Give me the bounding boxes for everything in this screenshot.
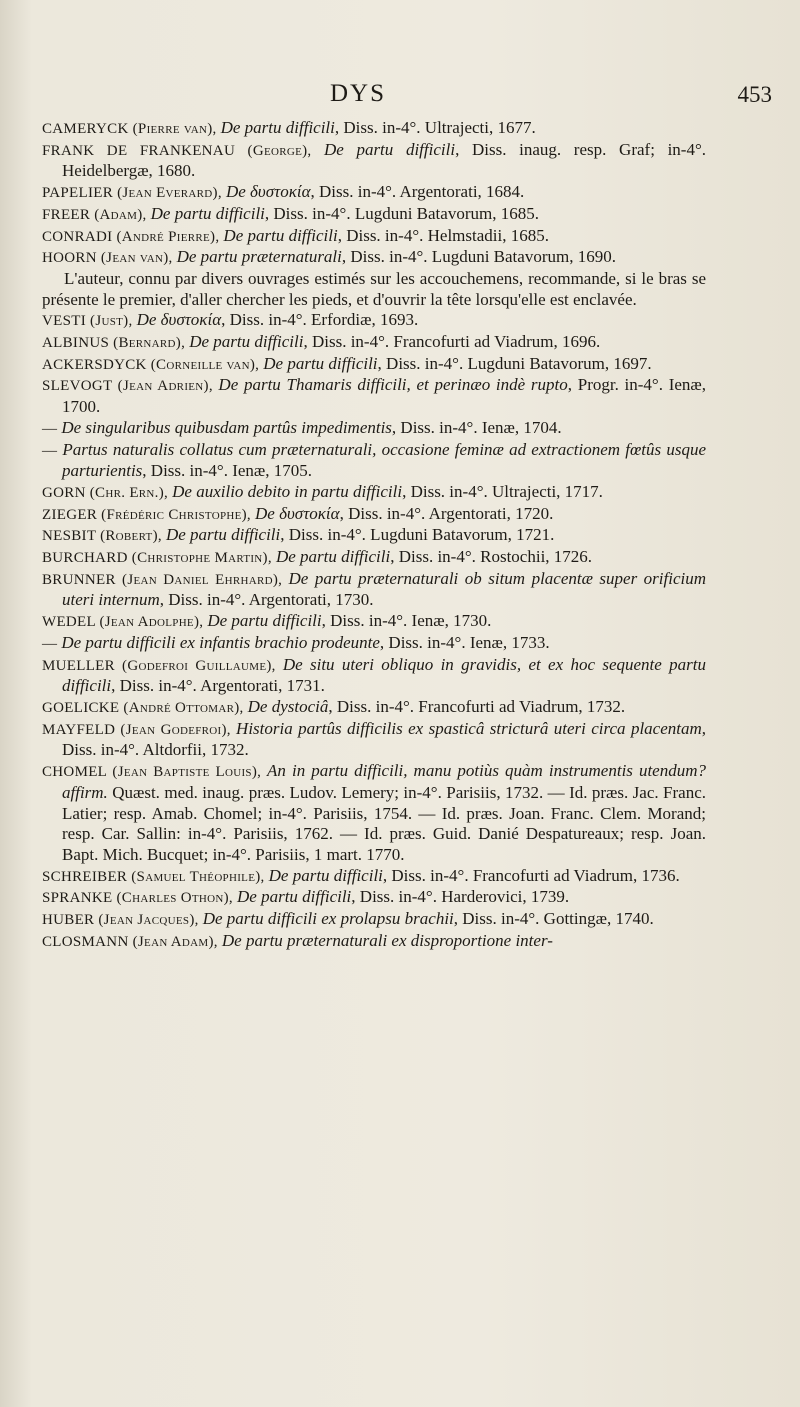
entry-title: De partu difficili (223, 225, 338, 245)
entry-title: De partu difficili (237, 887, 352, 907)
entry-author: FREER (Adam), (42, 206, 151, 223)
bibliography-entry (42, 569, 706, 611)
entry-publication: , Diss. in-4°. Lugduni Batavorum, 1690. (341, 247, 616, 267)
bibliography-entry (42, 375, 706, 417)
bibliography-entry (42, 697, 706, 719)
entry-publication: , Diss. in-4°. Erfordiæ, 1693. (221, 310, 419, 330)
bibliography-entry (42, 182, 706, 204)
entry-title: De partu difficili (263, 353, 378, 373)
entry-author: CLOSMANN (Jean Adam), (42, 933, 222, 950)
bibliography-entry (42, 226, 706, 248)
entry-title: De δυστοκία (225, 182, 311, 202)
bibliography-entries (42, 118, 706, 952)
entry-author: SCHREIBER (Samuel Théophile), (42, 868, 269, 885)
entry-publication: Quæst. med. inaug. præs. Ludov. Lemery; in-4°. Parisiis, 1732. — Id. præs. Jac. Franc. Latier; resp. Amab. Chomel; in-4°. Parisiis, 1754. — Id. præs. Joan. Franc. Clem. Morand; resp. Car. Sallin: in-4°. Parisiis, 1762. — Id. præs. Guid. Danié Despatureaux; resp. Joan. Bapt. Mich. Bucquet; in-4°. Parisiis, 1 mart. 1770. (62, 782, 706, 864)
entry-publication: , Diss. in-4°. Ultrajecti, 1677. (334, 118, 536, 137)
bibliography-entry (42, 655, 706, 697)
entry-author: SPRANKE (Charles Othon), (42, 890, 238, 907)
entry-publication: , Diss. in-4°. Lugduni Batavorum, 1685. (264, 203, 539, 223)
bibliography-entry (42, 140, 706, 182)
entry-publication: , Diss. in-4°. Argentorati, 1731. (111, 676, 325, 696)
bibliography-entry (42, 310, 706, 332)
entry-author: VESTI (Just), (42, 313, 137, 330)
bibliography-entry (42, 504, 706, 526)
entry-author: ZIEGER (Frédéric Christophe), (42, 506, 256, 523)
entry-author: MUELLER (Godefroi Guillaume), (42, 657, 283, 674)
entry-author: HUBER (Jean Jacques), (42, 912, 203, 929)
editorial-note: L'auteur, connu par divers ouvrages estimés sur les accouchemens, recommande, si le bras se présente le premier, d'aller chercher les pieds, et d'ouvrir la tête lorsqu'elle est enclavée. (42, 268, 706, 309)
entry-author: PAPELIER (Jean Everard), (42, 185, 226, 202)
entry-author: HOORN (Jean van), (42, 250, 177, 267)
entry-title: De δυστοκία (255, 503, 340, 523)
entry-publication: , Diss. in-4°. Gottingæ, 1740. (453, 909, 654, 929)
bibliography-entry (42, 418, 706, 440)
bibliography-entry (42, 931, 706, 953)
entry-title: An in partu difficili, manu potiùs quàm instrumentis utendum? affirm. (62, 761, 707, 802)
entry-title: De partu præternaturali ob situm placentæ super orificium uteri internum (62, 568, 707, 610)
entry-title: De partu præternaturali ex disproportione inter- (221, 930, 553, 950)
entry-title: De partu difficili (207, 611, 322, 631)
entry-title: De partu difficili (165, 525, 281, 545)
bibliography-entry (42, 354, 706, 376)
bibliography-entry (42, 482, 706, 504)
entry-author: SLEVOGT (Jean Adrien), (42, 378, 219, 395)
entry-title: De singularibus quibusdam partûs impedimentis (61, 417, 392, 437)
entry-publication: , Diss. in-4°. Rostochii, 1726. (390, 547, 593, 567)
entry-publication: , Progr. in-4°. Ienæ, 1700. (62, 375, 706, 417)
entry-author: ACKERSDYCK (Corneille van), (42, 356, 264, 373)
entry-publication: , Diss. inaug. resp. Graf; in-4°. Heidelbergæ, 1680. (62, 139, 707, 181)
entry-publication: , Diss. in-4°. Francofurti ad Viadrum, 1696. (303, 332, 601, 352)
entry-title: De auxilio debito in partu difficili (172, 481, 403, 501)
entry-title: De partu præternaturali (176, 247, 342, 267)
entry-publication: , Diss. in-4°. Francofurti ad Viadrum, 1732. (328, 696, 626, 716)
entry-publication: , Diss. in-4°. Ienæ, 1730. (321, 611, 492, 631)
entry-title: De partu difficili (323, 139, 456, 159)
entry-title: De partu Thamaris difficili, et perinæo indè rupto (218, 375, 568, 395)
bibliography-entry (42, 761, 706, 866)
entry-author: NESBIT (Robert), (42, 528, 166, 545)
entry-author: BURCHARD (Christophe Martin), (42, 550, 276, 567)
bibliography-entry (42, 547, 706, 569)
bibliography-entry (42, 909, 706, 931)
entry-title: De dystociâ (247, 696, 329, 716)
entry-publication: , Diss. in-4°. Ienæ, 1733. (379, 632, 550, 652)
entry-title: De partu difficili ex prolapsu brachii (202, 909, 454, 929)
entry-author: CHOMEL (Jean Baptiste Louis), (42, 764, 268, 781)
bibliography-entry (42, 204, 706, 226)
entry-publication: , Diss. in-4°. Helmstadii, 1685. (337, 225, 549, 245)
bibliography-entry (42, 633, 706, 655)
entry-title: De partu difficili (275, 547, 391, 567)
bibliography-entry (42, 866, 706, 888)
entry-author: — (42, 442, 63, 459)
entry-title: De partu difficili (189, 332, 304, 352)
entry-author: WEDEL (Jean Adolphe), (42, 614, 208, 631)
entry-publication: , Diss. in-4°. Ienæ, 1705. (142, 461, 313, 481)
entry-title: Partus naturalis collatus cum præternaturali, occasione feminæ ad extractionem fœtûs usque parturientis (62, 439, 706, 481)
entry-author: GOELICKE (André Ottomar), (42, 699, 248, 716)
entry-author: BRUNNER (Jean Daniel Ehrhard), (42, 571, 289, 588)
entry-title: De δυστοκία (136, 310, 222, 330)
entry-publication: , Diss. in-4°. Ienæ, 1704. (391, 417, 562, 437)
entry-publication: , Diss. in-4°. Ultrajecti, 1717. (402, 481, 603, 501)
entry-publication: , Diss. in-4°. Harderovici, 1739. (351, 887, 570, 907)
entry-author: GORN (Chr. Ern.), (42, 484, 173, 501)
entry-title: Historia partûs difficilis ex spasticâ stricturâ uteri circa placentam (236, 718, 702, 738)
entry-publication: , Diss. in-4°. Lugduni Batavorum, 1697. (377, 353, 652, 373)
entry-publication: , Diss. in-4°. Francofurti ad Viadrum, 1736. (382, 865, 680, 885)
entry-publication: , Diss. in-4°. Lugduni Batavorum, 1721. (280, 525, 555, 545)
entry-title: De partu difficili (220, 118, 335, 137)
entry-author: FRANK DE FRANKENAU (George), (42, 142, 324, 159)
entry-author: CONRADI (André Pierre), (42, 228, 224, 245)
bibliography-entry (42, 719, 706, 761)
entry-author: ALBINUS (Bernard), (42, 335, 190, 352)
entry-publication: , Diss. in-4°. Argentorati, 1720. (339, 503, 554, 523)
entry-author: — (42, 635, 62, 652)
bibliography-entry (42, 440, 706, 482)
entry-publication: , Diss. in-4°. Argentorati, 1730. (159, 590, 374, 610)
entry-title: De partu difficili ex infantis brachio prodeunte (61, 632, 380, 652)
entry-title: De partu difficili (150, 203, 265, 223)
entry-publication: , Diss. in-4°. Altdorfii, 1732. (62, 718, 707, 760)
bibliography-entry (42, 887, 706, 909)
bibliography-entry (42, 332, 706, 354)
page-header (0, 80, 800, 110)
entry-title: De partu difficili (268, 865, 383, 885)
entry-author: CAMERYCK (Pierre van), (42, 121, 221, 137)
running-head: DYS (330, 80, 387, 107)
bibliography-entry (42, 118, 706, 140)
entry-author: MAYFELD (Jean Godefroi), (42, 721, 237, 738)
entry-author: — (42, 420, 62, 437)
page-number: 453 (737, 82, 772, 107)
entry-title: De situ uteri obliquo in gravidis, et ex hoc sequente partu difficili (62, 654, 706, 696)
bibliography-entry (42, 525, 706, 547)
bibliography-entry (42, 611, 706, 633)
entry-publication: , Diss. in-4°. Argentorati, 1684. (310, 182, 525, 202)
bibliography-entry (42, 247, 706, 269)
